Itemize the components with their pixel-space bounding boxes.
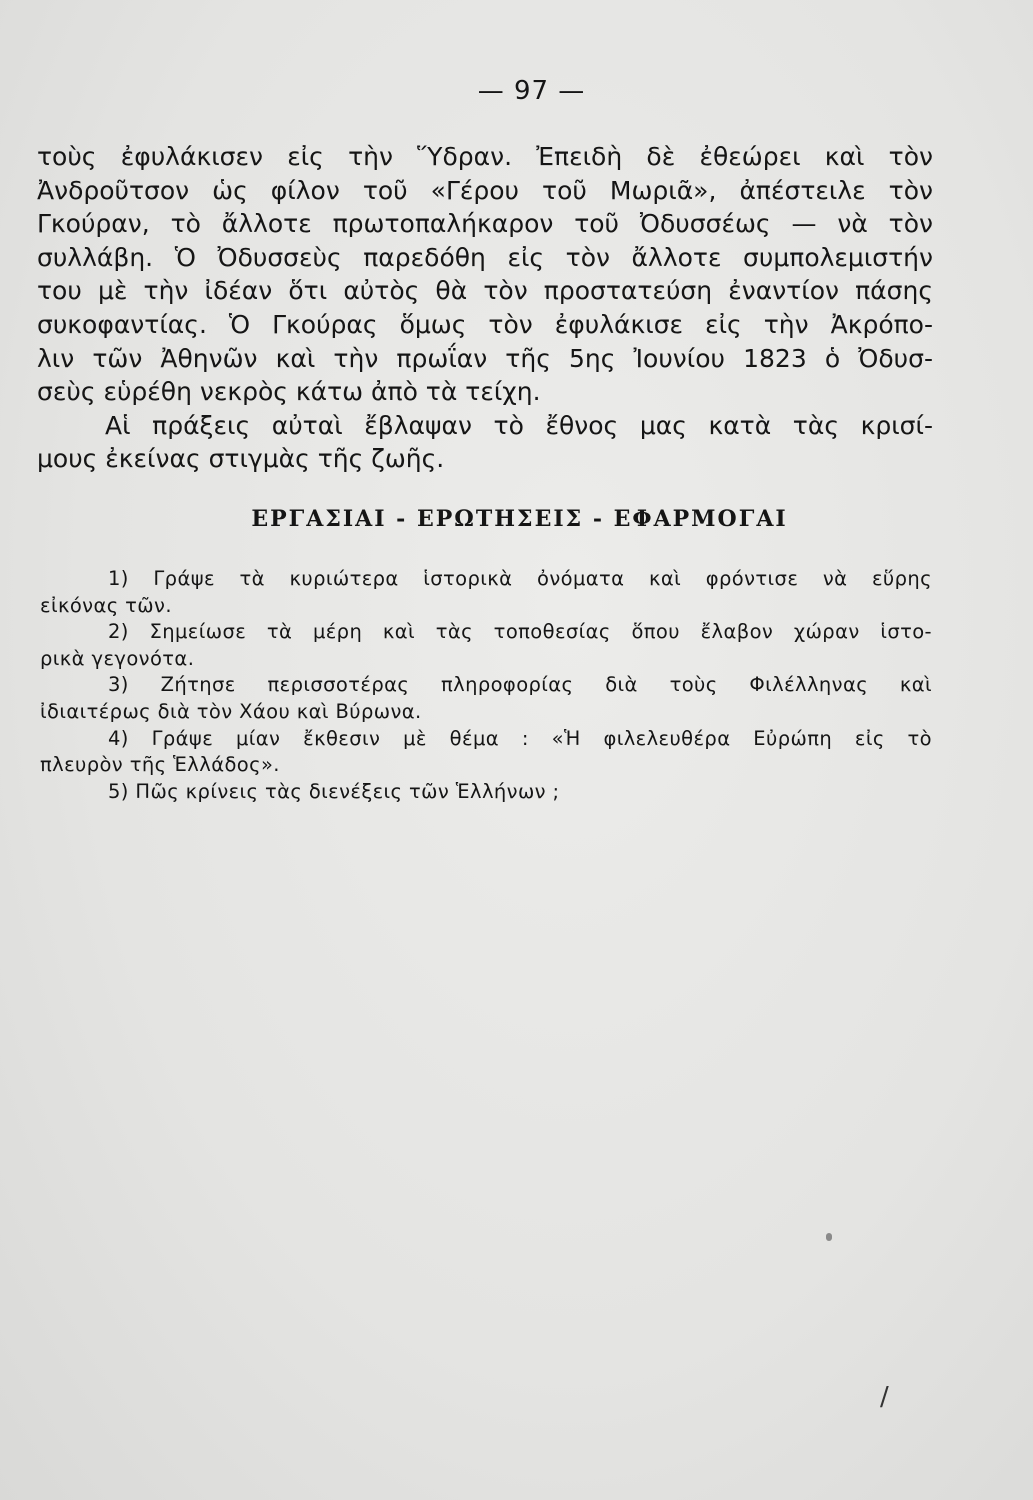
section-heading: ΕΡΓΑΣΙΑΙ - ΕΡΩΤΗΣΕΙΣ - ΕΦΑΡΜΟΓΑΙ xyxy=(251,506,788,532)
body-line: λιν τῶν Ἀθηνῶν καὶ τὴν πρωΐαν τῆς 5ης Ἰουνίου 1823 ὁ Ὀδυσ- xyxy=(37,343,933,373)
body-line: Γκούραν, τὸ ἄλλοτε πρωτοπαλήκαρον τοῦ Ὀδυσσέως — νὰ τὸν xyxy=(37,209,933,239)
exercise-list xyxy=(40,566,932,805)
exercise-3-line-1: 3) Ζήτησε περισσοτέρας πληροφορίας διὰ τοὺς Φιλέλληνας καὶ xyxy=(108,673,932,697)
body-line: του μὲ τὴν ἰδέαν ὅτι αὐτὸς θὰ τὸν προστατεύση ἐναντίον πάσης xyxy=(37,276,933,306)
exercise-3-line-2: ἰδιαιτέρως διὰ τὸν Χάου καὶ Βύρωνα. xyxy=(40,699,422,723)
exercise-5-line-1: 5) Πῶς κρίνεις τὰς διενέξεις τῶν Ἑλλήνων ; xyxy=(108,779,560,803)
exercise-2-line-2: ρικὰ γεγονότα. xyxy=(40,646,195,670)
body-line: Ἀνδροῦτσον ὡς φίλον τοῦ «Γέρου τοῦ Μωριᾶ», ἀπέστειλε τὸν xyxy=(37,175,933,205)
ink-speck xyxy=(826,1233,832,1241)
body-line: συκοφαντίας. Ὁ Γκούρας ὅμως τὸν ἐφυλάκισε εἰς τὴν Ἀκρόπο- xyxy=(37,309,933,339)
stray-pen-stroke: / xyxy=(880,1382,889,1412)
body-line: μους ἐκείνας στιγμὰς τῆς ζωῆς. xyxy=(37,444,445,474)
exercise-1-line-1: 1) Γράψε τὰ κυριώτερα ἱστορικὰ ὀνόματα καὶ φρόντισε νὰ εὕρης xyxy=(108,567,932,590)
body-line: συλλάβη. Ὁ Ὀδυσσεὺς παρεδόθη εἰς τὸν ἄλλοτε συμπολεμιστήν xyxy=(37,242,933,272)
body-paragraphs xyxy=(37,140,933,476)
body-line: σεὺς εὑρέθη νεκρὸς κάτω ἀπὸ τὰ τείχη. xyxy=(37,377,541,407)
exercise-2-line-1: 2) Σημείωσε τὰ μέρη καὶ τὰς τοποθεσίας ὅπου ἔλαβον χώραν ἱστο- xyxy=(108,620,932,644)
body-line: Αἱ πράξεις αὐταὶ ἔβλαψαν τὸ ἔθνος μας κατὰ τὰς κρισί- xyxy=(105,410,933,440)
body-line: τοὺς ἐφυλάκισεν εἰς τὴν Ὕδραν. Ἐπειδὴ δὲ ἐθεώρει καὶ τὸν xyxy=(37,142,933,171)
page-number: — 97 — xyxy=(477,76,586,106)
exercise-1-line-2: εἰκόνας τῶν. xyxy=(40,593,172,617)
exercise-4-line-1: 4) Γράψε μίαν ἔκθεσιν μὲ θέμα : «Ἡ φιλελευθέρα Εὐρώπη εἰς τὸ xyxy=(108,726,932,750)
exercise-4-line-2: πλευρὸν τῆς Ἑλλάδος». xyxy=(40,753,280,777)
